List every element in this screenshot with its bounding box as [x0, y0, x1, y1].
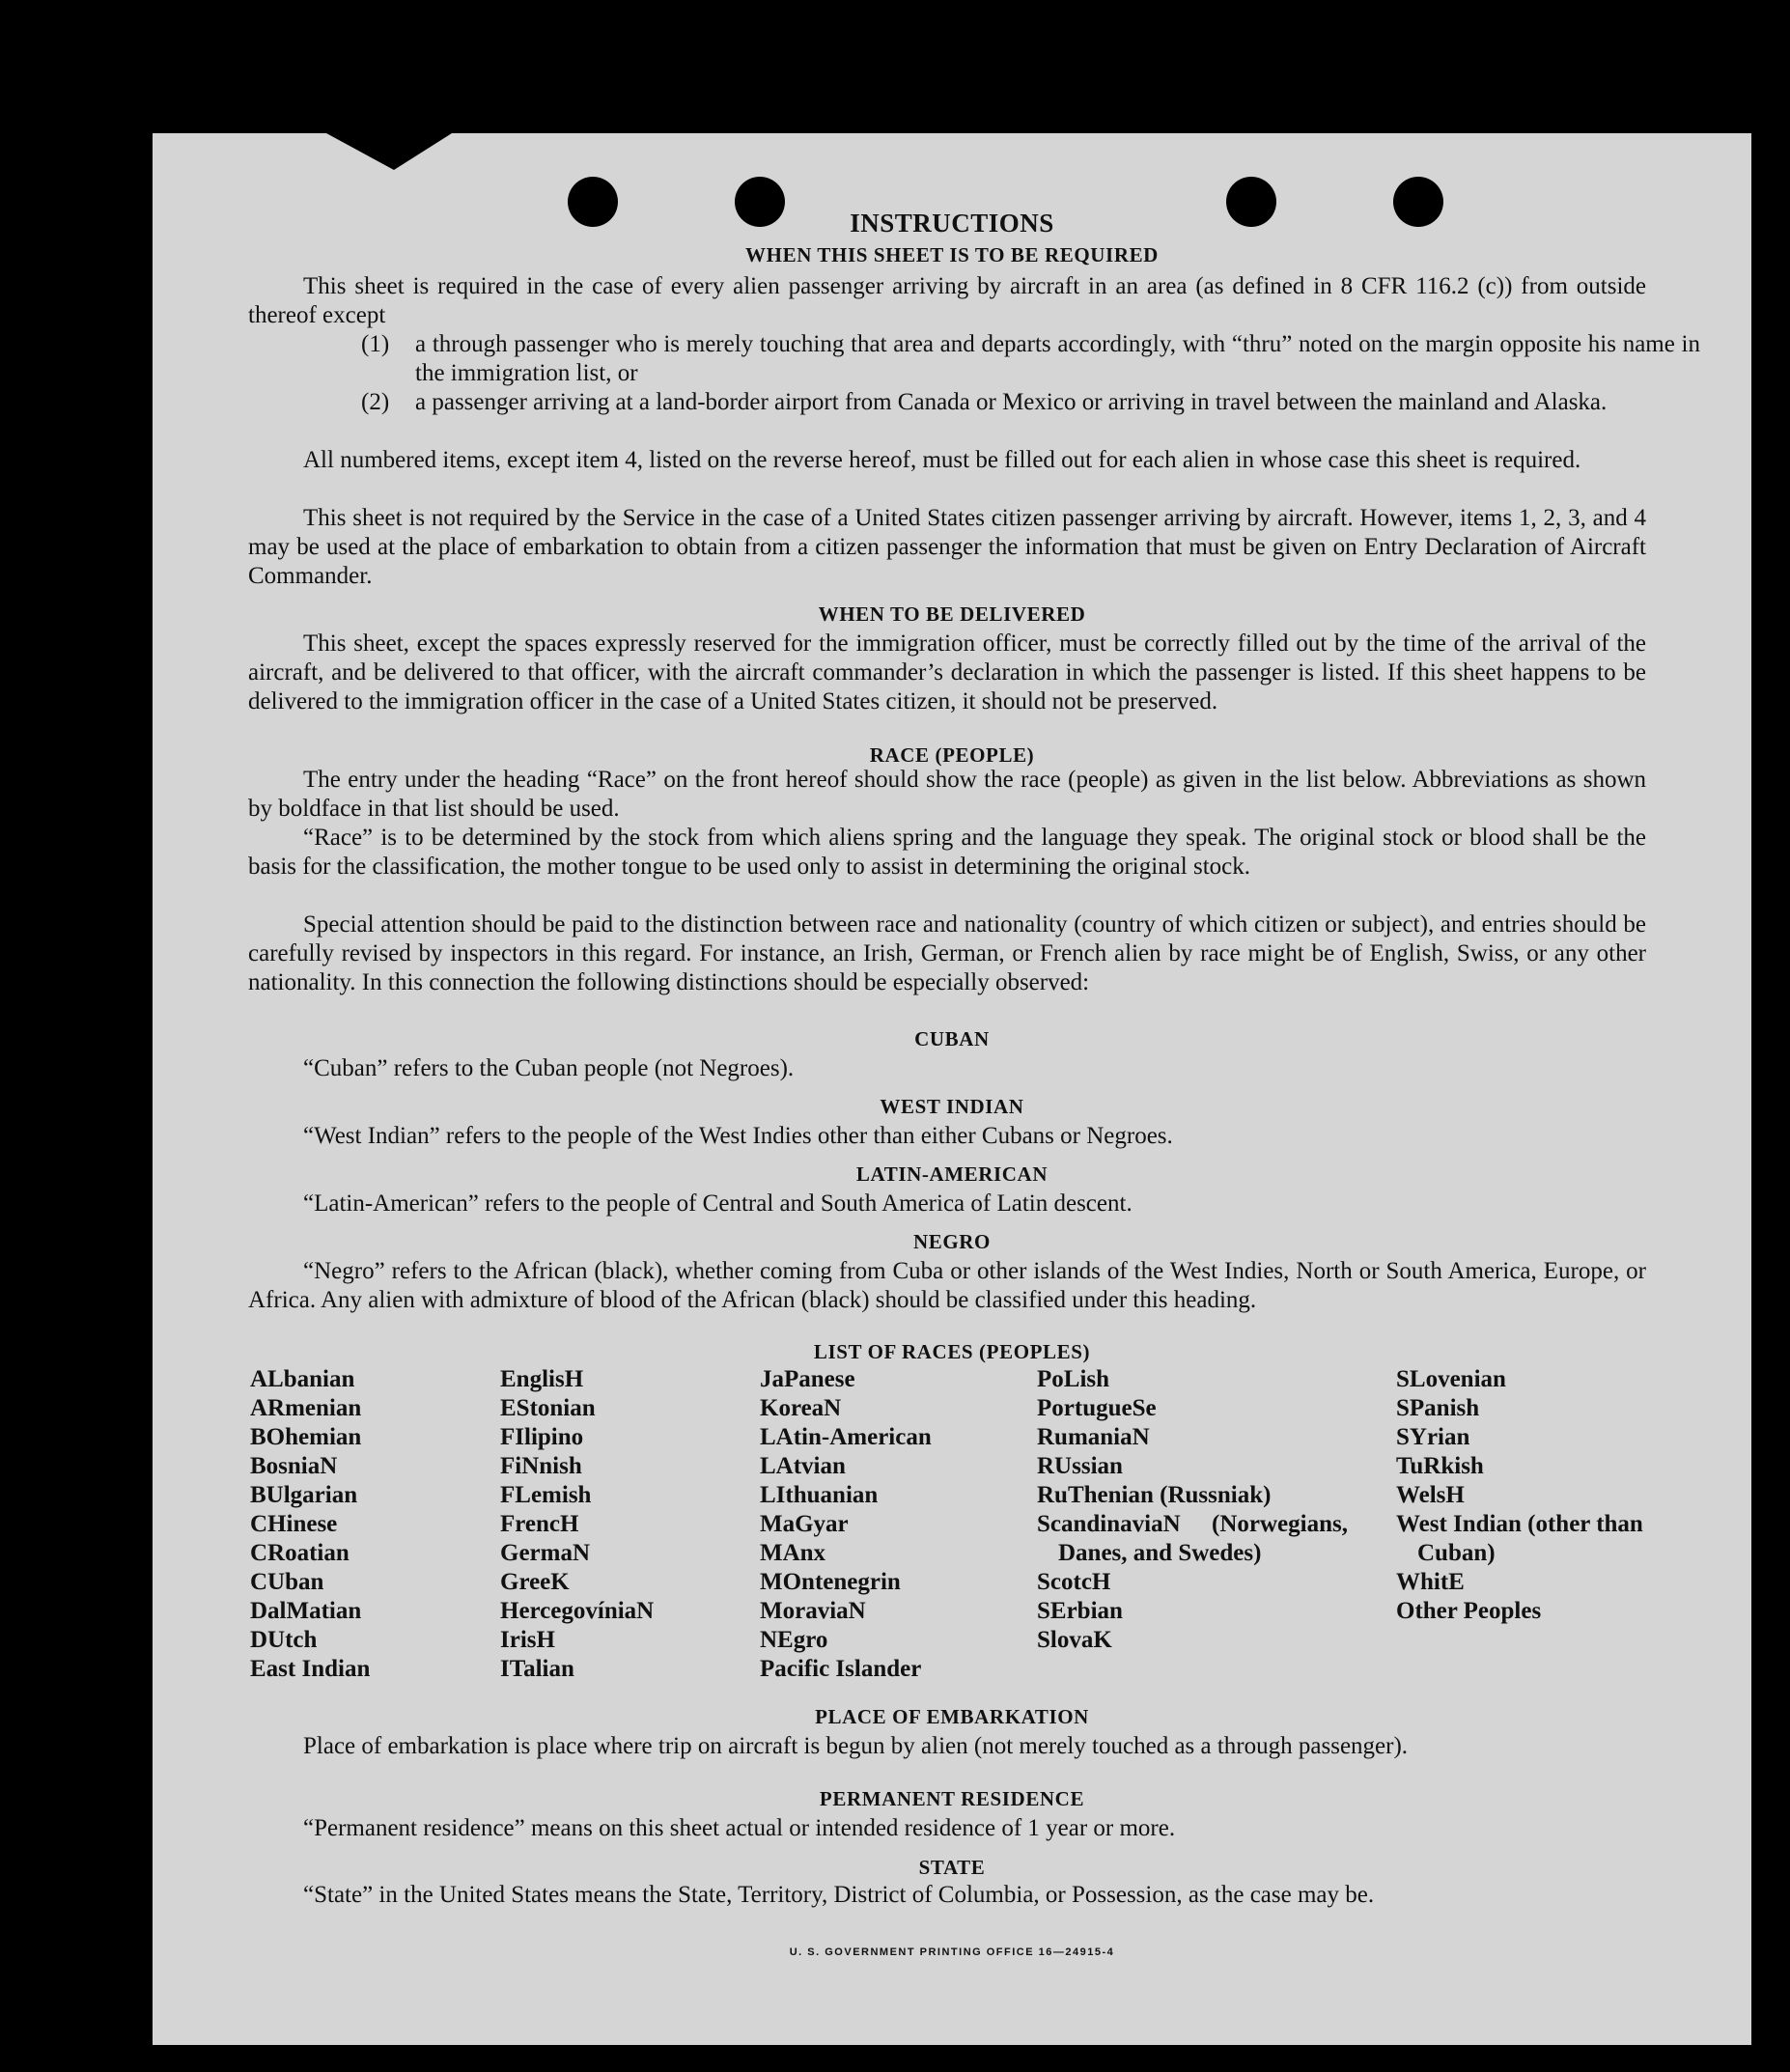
- list-item: SYrian: [1396, 1424, 1470, 1450]
- list-item: BOhemian: [250, 1424, 362, 1450]
- races-column-1: [250, 1365, 491, 1684]
- list-item: FIlipino: [500, 1424, 584, 1450]
- list-item: Other Peoples: [1396, 1598, 1542, 1624]
- list-item: DUtch: [250, 1627, 318, 1653]
- list-item: HercegovíniaN: [500, 1598, 655, 1624]
- when-required-para-2: All numbered items, except item 4, listed on the reverse hereof, must be filled out for each alien in whose case this sheet is required.: [303, 447, 1581, 473]
- list-item: SlovaK: [1037, 1627, 1112, 1653]
- list-item: FrencH: [500, 1511, 579, 1537]
- place-of-embarkation-text: Place of embarkation is place where trip on aircraft is begun by alien (not merely touched as a through passenger).: [303, 1733, 1409, 1759]
- list-item: CHinese: [250, 1511, 338, 1537]
- list-item: LAtin-American: [760, 1424, 932, 1450]
- list-item: WhitE: [1396, 1569, 1465, 1595]
- document-title: INSTRUCTIONS: [850, 209, 1054, 238]
- race-para-3: Special attention should be paid to the distinction between race and nationality (country of which citizen or subject), and entries should be carefully revised by inspectors in this regard. For instance, an Irish, German, or French alien by race might be of English, Swiss, or any other nationality. In this connection the following distinctions should be especially observed:: [248, 911, 1646, 995]
- list-item: FLemish: [500, 1482, 592, 1508]
- list-item: EStonian: [500, 1395, 596, 1421]
- list-item: MAnx: [760, 1540, 826, 1566]
- heading-list-of-races: LIST OF RACES (PEOPLES): [813, 1340, 1091, 1363]
- list-item: LAtvian: [760, 1453, 846, 1479]
- list-item: FiNnish: [500, 1453, 582, 1479]
- list-item: GreeK: [500, 1569, 570, 1595]
- race-para-2: “Race” is to be determined by the stock from which aliens spring and the language they speak. The original stock or blood shall be the basis for the classification, the mother tongue to be used only to assist in determining the original stock.: [248, 825, 1646, 880]
- heading-west-indian: WEST INDIAN: [880, 1095, 1024, 1118]
- heading-race: RACE (PEOPLE): [869, 743, 1035, 767]
- races-column-2: [500, 1365, 761, 1684]
- when-delivered-text: This sheet, except the spaces expressly reserved for the immigration officer, must be correctly filled out by the time of the arrival of the aircraft, and be delivered to that officer, with the aircraft commander’s declaration in which the passenger is listed. If this sheet happens to be delivered to the immigration officer in the case of a United States citizen, it should not be preserved.: [248, 630, 1646, 714]
- list-item: SPanish: [1396, 1395, 1480, 1421]
- list-item: ScandinaviaN (Norwegians, Danes, and Swedes): [1037, 1511, 1348, 1566]
- list-item: ScotcH: [1037, 1569, 1111, 1595]
- printing-office-footer: U. S. GOVERNMENT PRINTING OFFICE 16—24915-4: [789, 1946, 1115, 1958]
- heading-negro: NEGRO: [912, 1230, 991, 1253]
- permanent-residence-text: “Permanent residence” means on this sheet actual or intended residence of 1 year or more.: [303, 1815, 1176, 1841]
- list-item: BosniaN: [250, 1453, 338, 1479]
- list-item: ALbanian: [250, 1366, 355, 1392]
- races-column-3: [760, 1365, 1030, 1684]
- list-item: EnglisH: [500, 1366, 584, 1392]
- exception-item-2: (2) a passenger arriving at a land-border airport from Canada or Mexico or arriving in travel between the mainland and Alaska.: [361, 389, 1608, 415]
- races-column-5: [1396, 1365, 1657, 1626]
- document-page: [153, 133, 1751, 2045]
- negro-text: “Negro” refers to the African (black), whether coming from Cuba or other islands of the West Indies, North or South America, Europe, or Africa. Any alien with admixture of blood of the African (black) should be classified under this heading.: [248, 1258, 1646, 1313]
- list-item: LIthuanian: [760, 1482, 879, 1508]
- list-item: ARmenian: [250, 1395, 362, 1421]
- list-item: MOntenegrin: [760, 1569, 901, 1595]
- list-item: East Indian: [250, 1656, 371, 1682]
- races-column-4: [1037, 1365, 1348, 1655]
- cuban-text: “Cuban” refers to the Cuban people (not Negroes).: [303, 1055, 795, 1081]
- list-item: CUban: [250, 1569, 324, 1595]
- list-item: PortugueSe: [1037, 1395, 1157, 1421]
- list-item: BUlgarian: [250, 1482, 358, 1508]
- heading-cuban: CUBAN: [914, 1027, 990, 1050]
- when-required-intro: This sheet is required in the case of every alien passenger arriving by aircraft in an area (as defined in 8 CFR 116.2 (c)) from outside thereof except: [248, 273, 1646, 328]
- heading-when-delivered: WHEN TO BE DELIVERED: [818, 602, 1086, 626]
- list-item: MoraviaN: [760, 1598, 866, 1624]
- list-item: CRoatian: [250, 1540, 350, 1566]
- list-item: JaPanese: [760, 1366, 855, 1392]
- list-item: ITalian: [500, 1656, 574, 1682]
- heading-permanent-residence: PERMANENT RESIDENCE: [819, 1787, 1085, 1810]
- when-required-para-3: This sheet is not required by the Service in the case of a United States citizen passenger arriving by aircraft. However, items 1, 2, 3, and 4 may be used at the place of embarkation to obtain from a citizen passenger the information that must be given on Entry Declaration of Aircraft Commander.: [248, 505, 1646, 589]
- heading-state: STATE: [918, 1856, 986, 1879]
- list-item: WelsH: [1396, 1482, 1465, 1508]
- heading-latin-american: LATIN-AMERICAN: [855, 1162, 1049, 1186]
- latin-american-text: “Latin-American” refers to the people of Central and South America of Latin descent.: [303, 1190, 1133, 1217]
- list-item: SErbian: [1037, 1598, 1123, 1624]
- list-item: GermaN: [500, 1540, 591, 1566]
- list-item: KoreaN: [760, 1395, 842, 1421]
- list-item: West Indian (other than Cuban): [1396, 1511, 1643, 1566]
- exception-item-1: (1) a through passenger who is merely touching that area and departs accordingly, with “thru” noted on the margin opposite his name in the immigration list, or: [361, 331, 1700, 386]
- list-item: RumaniaN: [1037, 1424, 1150, 1450]
- list-item: IrisH: [500, 1627, 555, 1653]
- list-item: NEgro: [760, 1627, 828, 1653]
- list-item: Pacific Islander: [760, 1656, 922, 1682]
- list-item: MaGyar: [760, 1511, 849, 1537]
- list-item: RuThenian (Russniak): [1037, 1482, 1272, 1508]
- list-item: DalMatian: [250, 1598, 362, 1624]
- list-item: RUssian: [1037, 1453, 1123, 1479]
- west-indian-text: “West Indian” refers to the people of the West Indies other than either Cubans or Negroes.: [303, 1123, 1173, 1149]
- state-text: “State” in the United States means the State, Territory, District of Columbia, or Possession, as the case may be.: [303, 1882, 1375, 1908]
- heading-place-of-embarkation: PLACE OF EMBARKATION: [815, 1705, 1089, 1728]
- race-para-1: The entry under the heading “Race” on the front hereof should show the race (people) as given in the list below. Abbreviations as shown by boldface in that list should be used.: [248, 767, 1646, 822]
- list-item: SLovenian: [1396, 1366, 1506, 1392]
- heading-when-required: WHEN THIS SHEET IS TO BE REQUIRED: [745, 243, 1159, 266]
- list-item: PoLish: [1037, 1366, 1110, 1392]
- torn-corner: [326, 133, 452, 170]
- list-item: TuRkish: [1396, 1453, 1484, 1479]
